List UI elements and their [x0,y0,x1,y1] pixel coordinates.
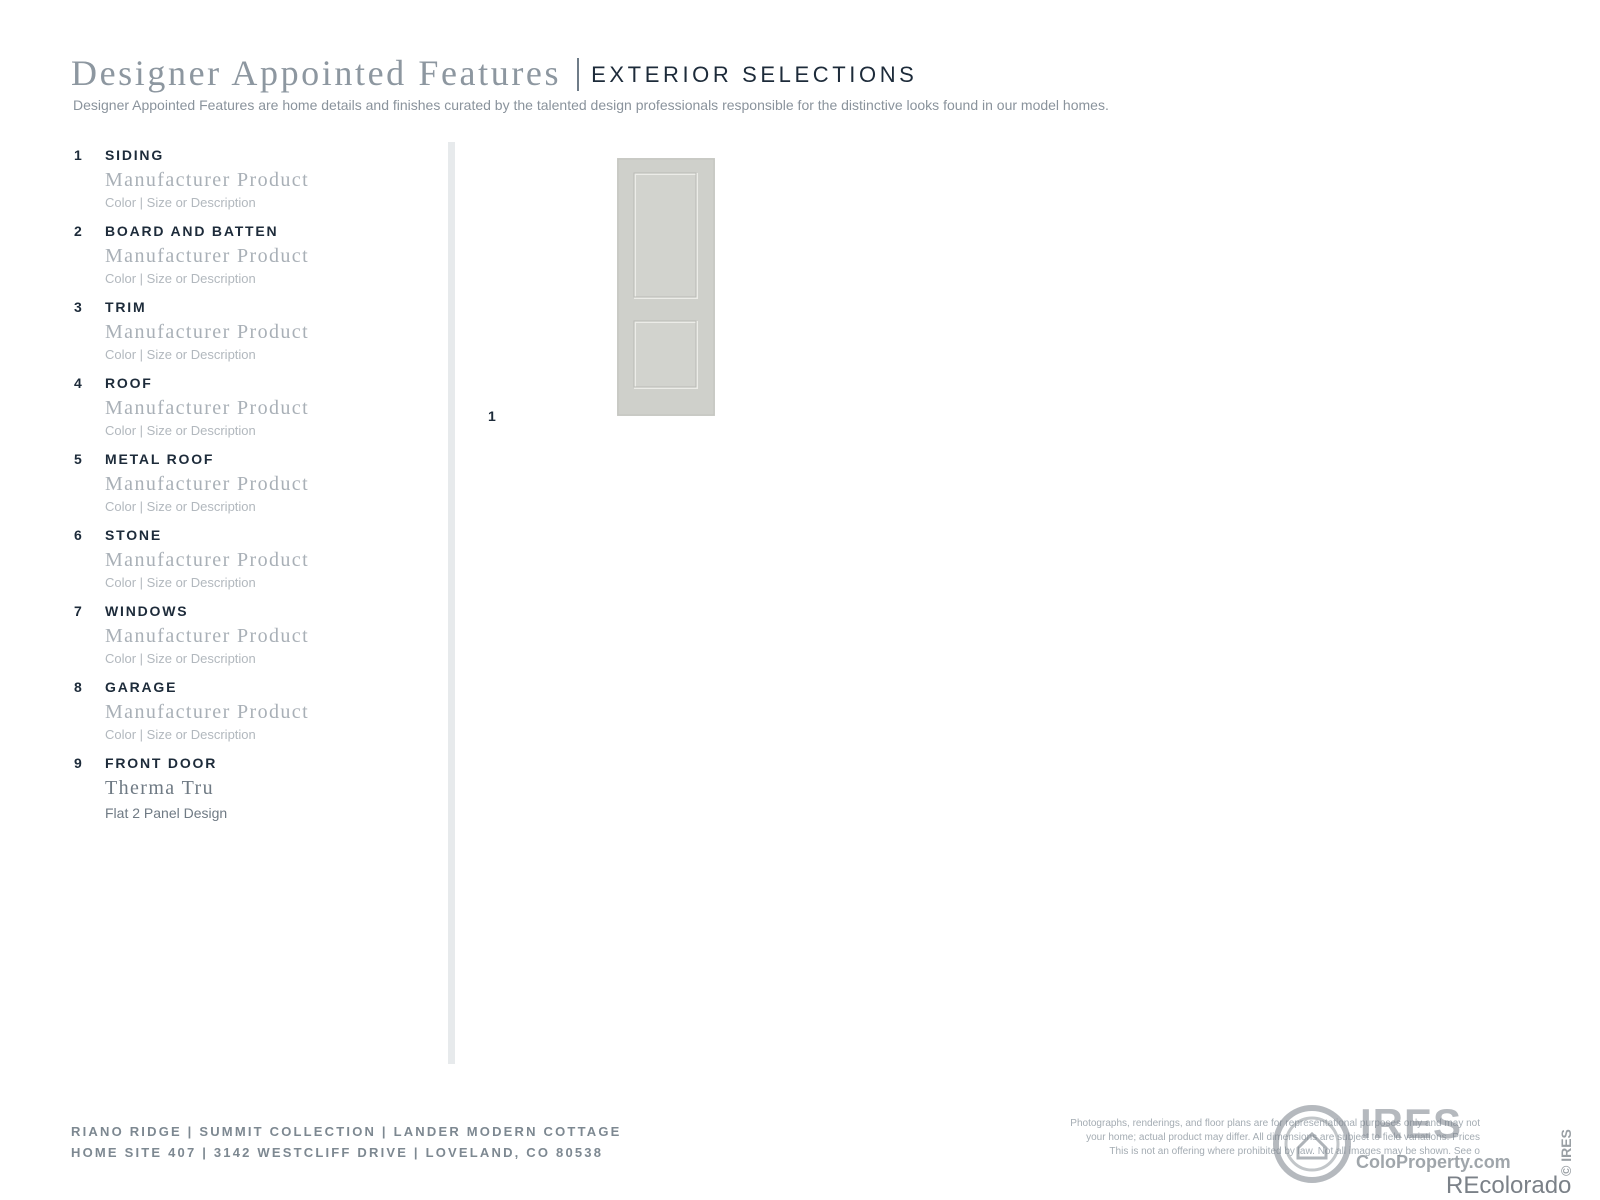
feature-item-front-door [74,755,434,831]
feature-name: GARAGE [105,679,178,695]
section-title: EXTERIOR SELECTIONS [591,62,918,87]
feature-item-garage [74,679,434,755]
feature-name: SIDING [105,147,165,163]
feature-description: Color | Size or Description [105,347,256,362]
feature-number: 6 [74,527,82,543]
feature-description: Color | Size or Description [105,575,256,590]
feature-product: Manufacturer Product [105,549,310,571]
address-line: HOME SITE 407 | 3142 WESTCLIFF DRIVE | LOVELAND, CO 80538 [71,1145,604,1160]
feature-number: 3 [74,299,82,315]
watermark-ires: IRES [1360,1100,1463,1147]
image-number-label: 1 [488,408,496,424]
feature-description: Color | Size or Description [105,651,256,666]
feature-number: 9 [74,755,82,771]
feature-description: Color | Size or Description [105,727,256,742]
feature-item-metal-roof [74,451,434,527]
feature-product: Manufacturer Product [105,473,310,495]
feature-description: Color | Size or Description [105,271,256,286]
feature-product: Manufacturer Product [105,169,310,191]
page-subtitle: Designer Appointed Features are home details and finishes curated by the talented design professionals responsible for the distinctive looks found in our model homes. [73,97,1109,113]
feature-item-stone [74,527,434,603]
watermark-vertical: © IRES [1558,1129,1574,1176]
feature-item-board-and-batten [74,223,434,299]
feature-description: Color | Size or Description [105,499,256,514]
feature-number: 7 [74,603,82,619]
door-image [617,158,715,416]
feature-name: FRONT DOOR [105,755,218,771]
feature-name: BOARD AND BATTEN [105,223,279,239]
title-divider [577,58,579,91]
feature-description: Flat 2 Panel Design [105,805,228,821]
feature-number: 8 [74,679,82,695]
feature-name: TRIM [105,299,147,315]
feature-item-roof [74,375,434,451]
feature-description: Color | Size or Description [105,195,256,210]
feature-name: ROOF [105,375,153,391]
feature-item-trim [74,299,434,375]
feature-name: METAL ROOF [105,451,215,467]
page-header [71,52,917,94]
feature-number: 4 [74,375,82,391]
disclaimer-line: This is not an offering where prohibited by law. Not all images may be shown. See o [1109,1146,1480,1157]
feature-list [74,147,434,831]
collection-line: RIANO RIDGE | SUMMIT COLLECTION | LANDER MODERN COTTAGE [71,1124,622,1139]
feature-product: Therma Tru [105,777,214,799]
feature-item-siding [74,147,434,223]
feature-item-windows [74,603,434,679]
column-divider [448,142,455,1064]
disclaimer-line: Photographs, renderings, and floor plans are for representational purposes only and may not [1070,1118,1480,1129]
feature-description: Color | Size or Description [105,423,256,438]
feature-product: Manufacturer Product [105,701,310,723]
feature-name: STONE [105,527,162,543]
feature-product: Manufacturer Product [105,245,310,267]
feature-product: Manufacturer Product [105,397,310,419]
feature-product: Manufacturer Product [105,625,310,647]
page-title: Designer Appointed Features [71,53,562,93]
watermark-recolorado: REcolorado [1446,1172,1572,1199]
feature-product: Manufacturer Product [105,321,310,343]
property-footer [71,1121,622,1163]
door-illustration [617,158,715,416]
feature-number: 2 [74,223,82,239]
feature-number: 1 [74,147,82,163]
house-logo-icon [1272,1104,1352,1184]
disclaimer-line: your home; actual product may differ. All dimensions are subject to field variations. Prices [1086,1132,1480,1143]
watermark [1268,1100,1600,1200]
feature-number: 5 [74,451,82,467]
feature-name: WINDOWS [105,603,189,619]
watermark-coloproperty: ColoProperty.com [1356,1152,1511,1172]
